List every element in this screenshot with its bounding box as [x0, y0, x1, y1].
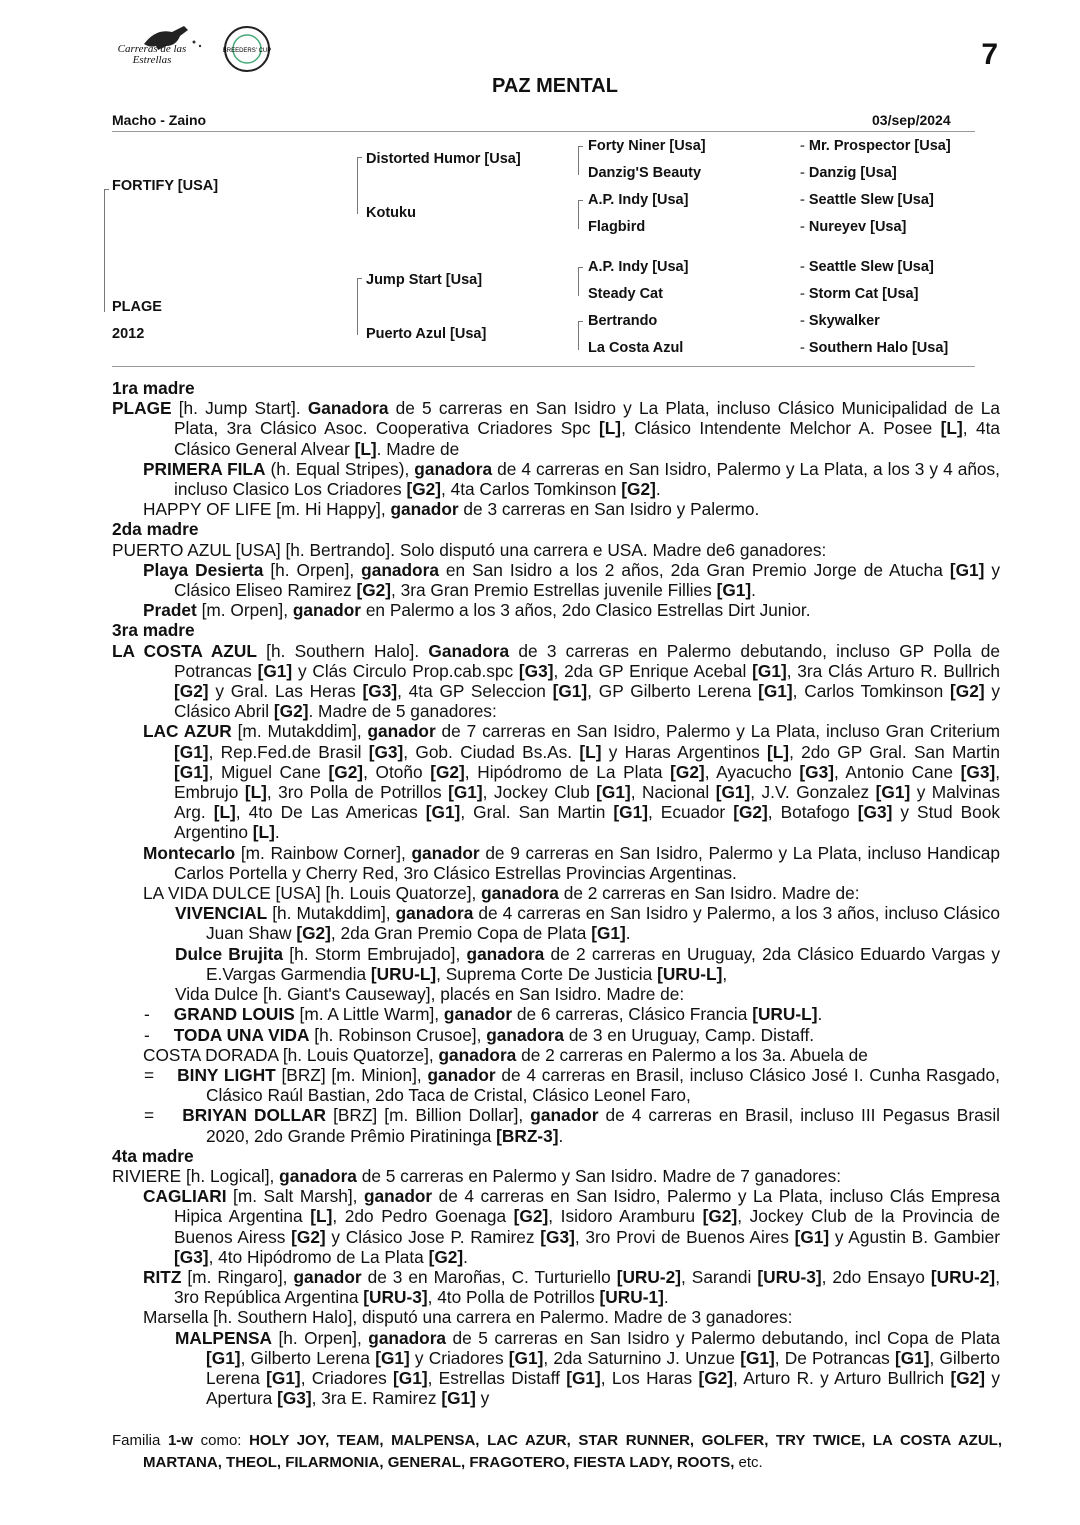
dash-mark: - [800, 259, 809, 275]
paragraph: PRIMERA FILA (h. Equal Stripes), ganadora de 4 carreras en San Isidro, Palermo y La Plata, a los 3 y 4 años, incluso Clasico Los Criadores [G2], 4ta Carlos Tomkinson [G2]. [143, 458, 1000, 500]
dash-mark: - [800, 340, 809, 356]
gen4-name: Southern Halo [Usa] [808, 340, 949, 356]
dam-sire: Jump Start [Usa] [366, 272, 483, 288]
paragraph: LA VIDA DULCE [USA] [h. Louis Quatorze], ganadora de 2 carreras en San Isidro. Madre de: [143, 883, 860, 904]
paragraph: = BINY LIGHT [BRZ] [m. Minion], ganador de 4 carreras en Brasil, incluso Clásico José I. Cunha Rasgado, Clásico Raúl Bastian, 2do Taca de Cristal, Clásico Leonel Faro, [144, 1064, 1000, 1106]
bracket [357, 157, 362, 214]
gen3-name: Forty Niner [Usa] [588, 138, 706, 154]
bracket [578, 146, 583, 175]
paragraph: HAPPY OF LIFE [m. Hi Happy], ganador de 3 carreras en San Isidro y Palermo. [143, 499, 760, 520]
pedigree-table [0, 0, 1080, 370]
family-text: Familia 1-w como: HOLY JOY, TEAM, MALPENSA, LAC AZUR, STAR RUNNER, GOLFER, TRY TWICE, LA COSTA AZUL, MARTANA, THEOL, FILARMONIA, GENERAL, FRAGOTERO, FIESTA LADY, ROOTS, etc. [112, 1432, 1002, 1471]
divider-bottom [112, 366, 975, 367]
gen4-name: Seattle Slew [Usa] [808, 259, 934, 275]
gen4-name: Skywalker [808, 313, 880, 329]
paragraph: = BRIYAN DOLLAR [BRZ] [m. Billion Dollar], ganador de 4 carreras en Brasil, incluso III Pegasus Brasil 2020, 2do Grande Prêmio Piratininga [BRZ-3]. [144, 1105, 1000, 1146]
gen4-name: Storm Cat [Usa] [808, 286, 919, 302]
paragraph: MALPENSA [h. Orpen], ganadora de 5 carreras en San Isidro y Palermo debutando, incl Copa de Plata [G1], Gilberto Lerena [G1] y Criadores [G1], 2da Saturnino J. Unzue [G1], De Potrancas [G1], Gilberto Lerena [G1], Criadores [G1], Estrellas Distaff [G1], Los Haras [G2], Arturo R. y Arturo Bullrich [G2] y Apertura [G3], 3ra E. Ramirez [G1] y [175, 1327, 1001, 1409]
paragraph: PUERTO AZUL [USA] [h. Bertrando]. Solo disputó una carrera e USA. Madre de6 ganadores: [112, 539, 827, 560]
sire-sire: Distorted Humor [Usa] [366, 151, 521, 167]
bracket [578, 321, 583, 350]
sire-dam: Kotuku [366, 205, 416, 221]
bracket [104, 189, 109, 312]
paragraph: - TODA UNA VIDA [h. Robinson Crusoe], ganadora de 3 en Uruguay, Camp. Distaff. [144, 1024, 815, 1045]
paragraph: COSTA DORADA [h. Louis Quatorze], ganadora de 2 carreras en Palermo a los 3a. Abuela de [143, 1044, 868, 1065]
paragraph: LAC AZUR [m. Mutakddim], ganador de 7 carreras en San Isidro, Palermo y La Plata, incluso Gran Criterium [G1], Rep.Fed.de Brasil [G3], Gob. Ciudad Bs.As. [L] y Haras Argentinos [L], 2do GP Gral. San Martin [G1], Miguel Cane [G2], Otoño [G2], Hipódromo de La Plata [G2], Ayacucho [G3], Antonio Cane [G3], Embrujo [L], 3ro Polla de Potrillos [G1], Jockey Club [G1], Nacional [G1], J.V. Gonzalez [G1] y Malvinas Arg. [L], 4to De Las Americas [G1], Gral. San Martin [G1], Ecuador [G2], Botafogo [G3] y Stud Book Argentino [L]. [143, 721, 1001, 843]
dash-mark: - [800, 138, 809, 154]
sex-color: Macho - Zaino [112, 112, 207, 128]
paragraph: - GRAND LOUIS [m. A Little Warm], ganador de 6 carreras, Clásico Francia [URU-L]. [144, 1004, 823, 1025]
logo-text: Carreras de las Estrellas [117, 43, 187, 66]
gen3-name: La Costa Azul [588, 340, 684, 356]
gen3-name: Bertrando [588, 313, 658, 329]
gen4-name: Nureyev [Usa] [808, 219, 907, 235]
section-heading: 2da madre [112, 519, 199, 540]
paragraph: Vida Dulce [h. Giant's Causeway], placés en San Isidro. Madre de: [175, 984, 685, 1005]
paragraph: LA COSTA AZUL [h. Southern Halo]. Ganadora de 3 carreras en Palermo debutando, incluso GP Polla de Potrancas [G1] y Clás Circulo Prop.cab.spc [G3], 2da GP Enrique Acebal [G1], 3ra Clás Arturo R. Bullrich [G2] y Gral. Las Heras [G3], 4ta GP Seleccion [G1], GP Gilberto Lerena [G1], Carlos Tomkinson [G2] y Clásico Abril [G2]. Madre de 5 ganadores: [112, 640, 1001, 722]
gen4-name: Danzig [Usa] [808, 165, 897, 181]
paragraph: RITZ [m. Ringaro], ganador de 3 en Maroñas, C. Turturiello [URU-2], Sarandi [URU-3], 2do Ensayo [URU-2], 3ro República Argentina [URU-3], 4to Polla de Potrillos [URU-1]. [143, 1266, 1000, 1308]
dash-mark: - [800, 192, 809, 208]
gen3-name: A.P. Indy [Usa] [588, 192, 689, 208]
section-heading: 3ra madre [112, 620, 195, 641]
dash-mark: - [800, 286, 809, 302]
badge-text: BREEDERS' CUP [222, 48, 272, 54]
gen4-name: Mr. Prospector [Usa] [808, 138, 951, 154]
produce-record [112, 378, 1000, 1408]
paragraph: VIVENCIAL [h. Mutakddim], ganadora de 4 carreras en San Isidro y Palermo, a los 3 años, incluso Clásico Juan Shaw [G2], 2da Gran Premio Copa de Plata [G1]. [175, 903, 1000, 944]
gen3-name: Danzig'S Beauty [588, 165, 702, 181]
bracket [357, 278, 362, 335]
horse-name: PAZ MENTAL [492, 75, 618, 97]
section-heading: 1ra madre [112, 378, 195, 398]
family-note [112, 1430, 1002, 1474]
paragraph: Dulce Brujita [h. Storm Embrujado], ganadora de 2 carreras en Uruguay, 2da Clásico Eduardo Vargas y E.Vargas Garmendia [URU-L], Suprema Corte De Justicia [URU-L], [175, 943, 1000, 984]
paragraph: CAGLIARI [m. Salt Marsh], ganador de 4 carreras en San Isidro, Palermo y La Plata, incluso Clás Empresa Hipica Argentina [L], 2do Pedro Goenaga [G2], Isidoro Aramburu [G2], Jockey Club de la Provincia de Buenos Airess [G2] y Clásico Jose P. Ramirez [G3], 3ro Provi de Buenos Aires [G1] y Agustin B. Gambier [G3], 4to Hipódromo de La Plata [G2]. [143, 1186, 1001, 1267]
gen3-name: Flagbird [588, 219, 646, 235]
date: 03/sep/2024 [872, 112, 951, 128]
paragraph: Montecarlo [m. Rainbow Corner], ganador de 9 carreras en San Isidro, Palermo y La Plata, incluso Handicap Carlos Portella y Cherry Red, 3ro Clásico Estrellas Provincias Argentinas. [143, 842, 1000, 883]
bracket [578, 267, 583, 296]
gen4-name: Seattle Slew [Usa] [808, 192, 934, 208]
dam-year: 2012 [112, 326, 145, 342]
paragraph: PLAGE [h. Jump Start]. Ganadora de 5 carreras en San Isidro y La Plata, incluso Clásico Municipalidad de La Plata, 3ra Clásico Asoc. Cooperativa Criadores Spc [L], Clásico Intendente Melchor A. Posee [L], 4ta Clásico General Alvear [L]. Madre de [112, 398, 1001, 459]
gen3-name: A.P. Indy [Usa] [588, 259, 689, 275]
dash-mark: - [800, 313, 809, 329]
gen3-name: Steady Cat [588, 286, 663, 302]
dash-mark: - [800, 165, 809, 181]
paragraph: Pradet [m. Orpen], ganador en Palermo a los 3 años, 2do Clasico Estrellas Dirt Junior. [143, 600, 811, 621]
paragraph: RIVIERE [h. Logical], ganadora de 5 carreras en Palermo y San Isidro. Madre de 7 ganadores: [112, 1165, 842, 1186]
dash-mark: - [800, 219, 809, 235]
dam: PLAGE [112, 299, 162, 315]
paragraph: Playa Desierta [h. Orpen], ganadora en San Isidro a los 2 años, 2da Gran Premio Jorge de Atucha [G1] y Clásico Eliseo Ramirez [G2], 3ra Gran Premio Estrellas juvenile Fillies [G1]. [143, 559, 1000, 601]
paragraph: Marsella [h. Southern Halo], disputó una carrera en Palermo. Madre de 3 ganadores: [143, 1307, 793, 1328]
sire: FORTIFY [USA] [112, 178, 219, 194]
hip-number: 7 [981, 38, 998, 71]
section-heading: 4ta madre [112, 1145, 194, 1166]
bracket [578, 200, 583, 229]
dam-dam: Puerto Azul [Usa] [366, 326, 487, 342]
